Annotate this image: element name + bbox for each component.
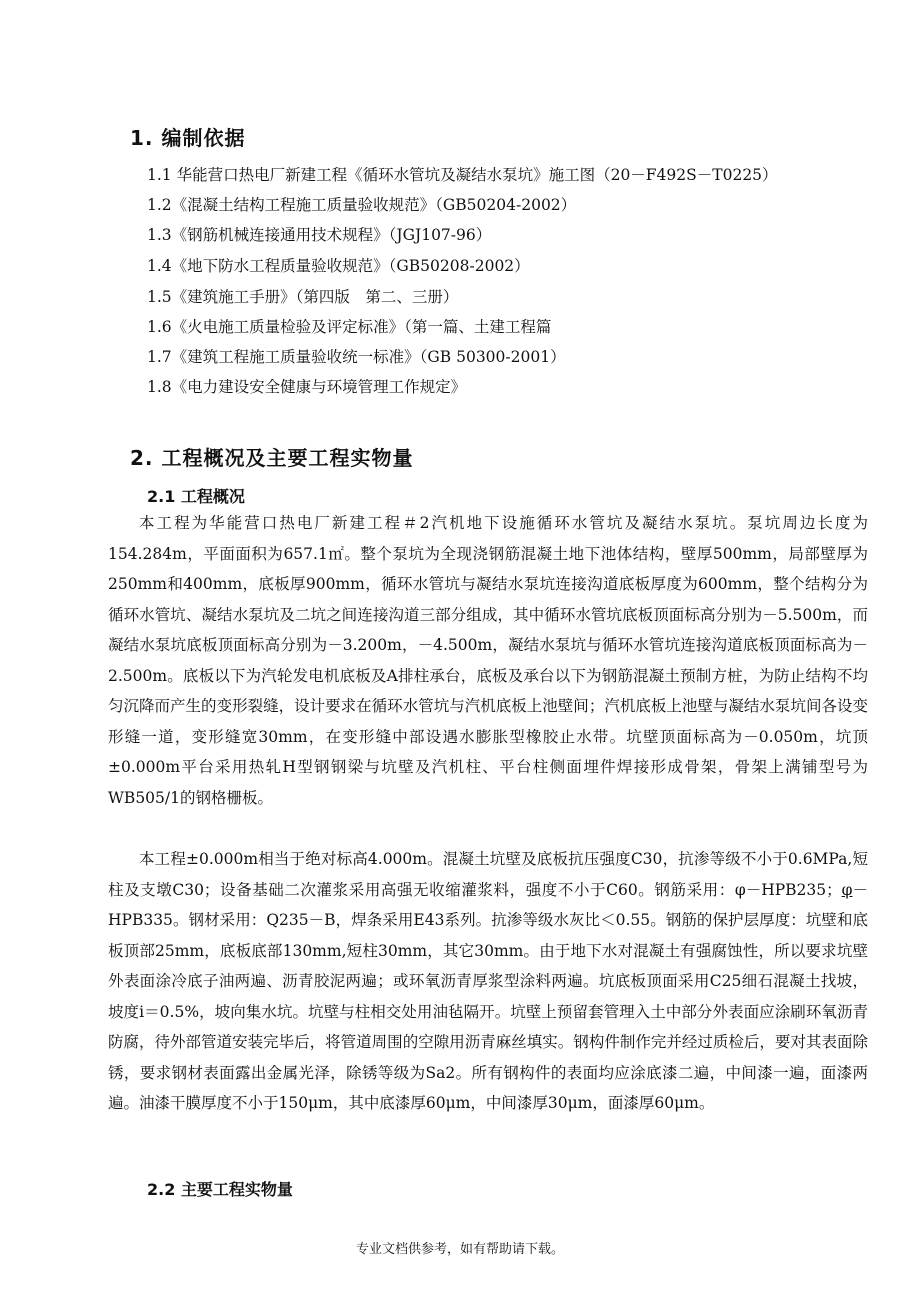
reference-item-1: 1.1 华能营口热电厂新建工程《循环水管坑及凝结水泵坑》施工图（20－F492S－T0225）: [147, 166, 778, 184]
reference-item-2: 1.2《混凝土结构工程施工质量验收规范》（GB50204-2002）: [147, 196, 577, 214]
paragraph-2-part-b: －HPB335。钢材采用：Q235－B，焊条采用E43系列。抗渗等级水灰比＜0.55。钢筋的保护层厚度：坑壁和底板顶部25mm，底板底部130mm,短柱30mm，其它30mm。由于地下水对混凝土有强腐蚀性，所以要求坑壁外表面涂冷底子油两遍、沥青胶泥两遍；或环氧沥青厚浆型涂料两遍。坑底板顶面采用C25细石混凝土找坡，坡度i＝0.5%，坡向集水坑。坑壁与柱相交处用油毡隔开。坑壁上预留套管理入土中部分外表面应涂刷环氧沥青防腐，待外部管道安装完毕后，将管道周围的空隙用沥青麻丝填实。钢构件制作完并经过质检后，要对其表面除锈，要求钢材表面露出金属光泽，除锈等级为Sa2。所有钢构件的表面均应涂底漆二遍，中间漆一遍，面漆两遍。油漆干膜厚度不小于150μm，其中底漆厚60μm，中间漆厚30μm，面漆厚60μm。: [108, 880, 868, 1112]
overview-paragraph-2: [108, 844, 868, 1119]
section-1-title: 1. 编制依据: [130, 126, 246, 150]
underlined-symbol: φ: [841, 880, 853, 899]
reference-item-5: 1.5《建筑施工手册》（第四版 第二、三册）: [147, 288, 459, 306]
reference-item-7: 1.7《建筑工程施工质量验收统一标准》（GB 50300-2001）: [147, 348, 566, 366]
reference-item-4: 1.4《地下防水工程质量验收规范》（GB50208-2002）: [147, 257, 530, 275]
paragraph-2-part-a: 本工程±0.000m相当于绝对标高4.000m。混凝土坑壁及底板抗压强度C30，抗渗等级不小于0.6MPa,短柱及支墩C30；设备基础二次灌浆采用高强无收缩灌浆料，强度不小于C60。钢筋采用：φ－HPB235；: [108, 850, 868, 899]
reference-item-8: 1.8《电力建设安全健康与环境管理工作规定》: [147, 378, 467, 396]
reference-item-6: 1.6《火电施工质量检验及评定标准》（第一篇、土建工程篇: [147, 318, 552, 336]
reference-item-3: 1.3《钢筋机械连接通用技术规程》（JGJ107-96）: [147, 226, 492, 244]
section-2-title: 2. 工程概况及主要工程实物量: [130, 446, 414, 470]
overview-paragraph-1: 本工程为华能营口热电厂新建工程＃2汽机地下设施循环水管坑及凝结水泵坑。泵坑周边长度为154.284m，平面面积为657.1㎡。整个泵坑为全现浇钢筋混凝土地下池体结构，壁厚500mm，局部壁厚为250mm和400mm，底板厚900mm，循环水管坑与凝结水泵坑连接沟道底板厚度为600mm，整个结构分为循环水管坑、凝结水泵坑及二坑之间连接沟道三部分组成，其中循环水管坑底板顶面标高分别为－5.500m，而凝结水泵坑底板顶面标高分别为－3.200m，－4.500m，凝结水泵坑与循环水管坑连接沟道底板顶面标高为－2.500m。底板以下为汽轮发电机底板及A排柱承台，底板及承台以下为钢筋混凝土预制方桩，为防止结构不均匀沉降而产生的变形裂缝，设计要求在循环水管坑与汽机底板上池壁间；汽机底板上池壁与凝结水泵坑间各设变形缝一道，变形缝宽30mm，在变形缝中部设遇水膨胀型橡胶止水带。坑壁顶面标高为－0.050m，坑顶±0.000m平台采用热轧H型钢钢梁与坑壁及汽机柱、平台柱侧面埋件焊接形成骨架，骨架上满铺型号为WB505/1的钢格栅板。: [108, 514, 868, 807]
subsection-2-1-title: 2.1 工程概况: [147, 487, 245, 506]
subsection-2-2-title: 2.2 主要工程实物量: [147, 1180, 293, 1199]
page-footer: 专业文档供参考，如有帮助请下载。: [355, 1242, 564, 1257]
